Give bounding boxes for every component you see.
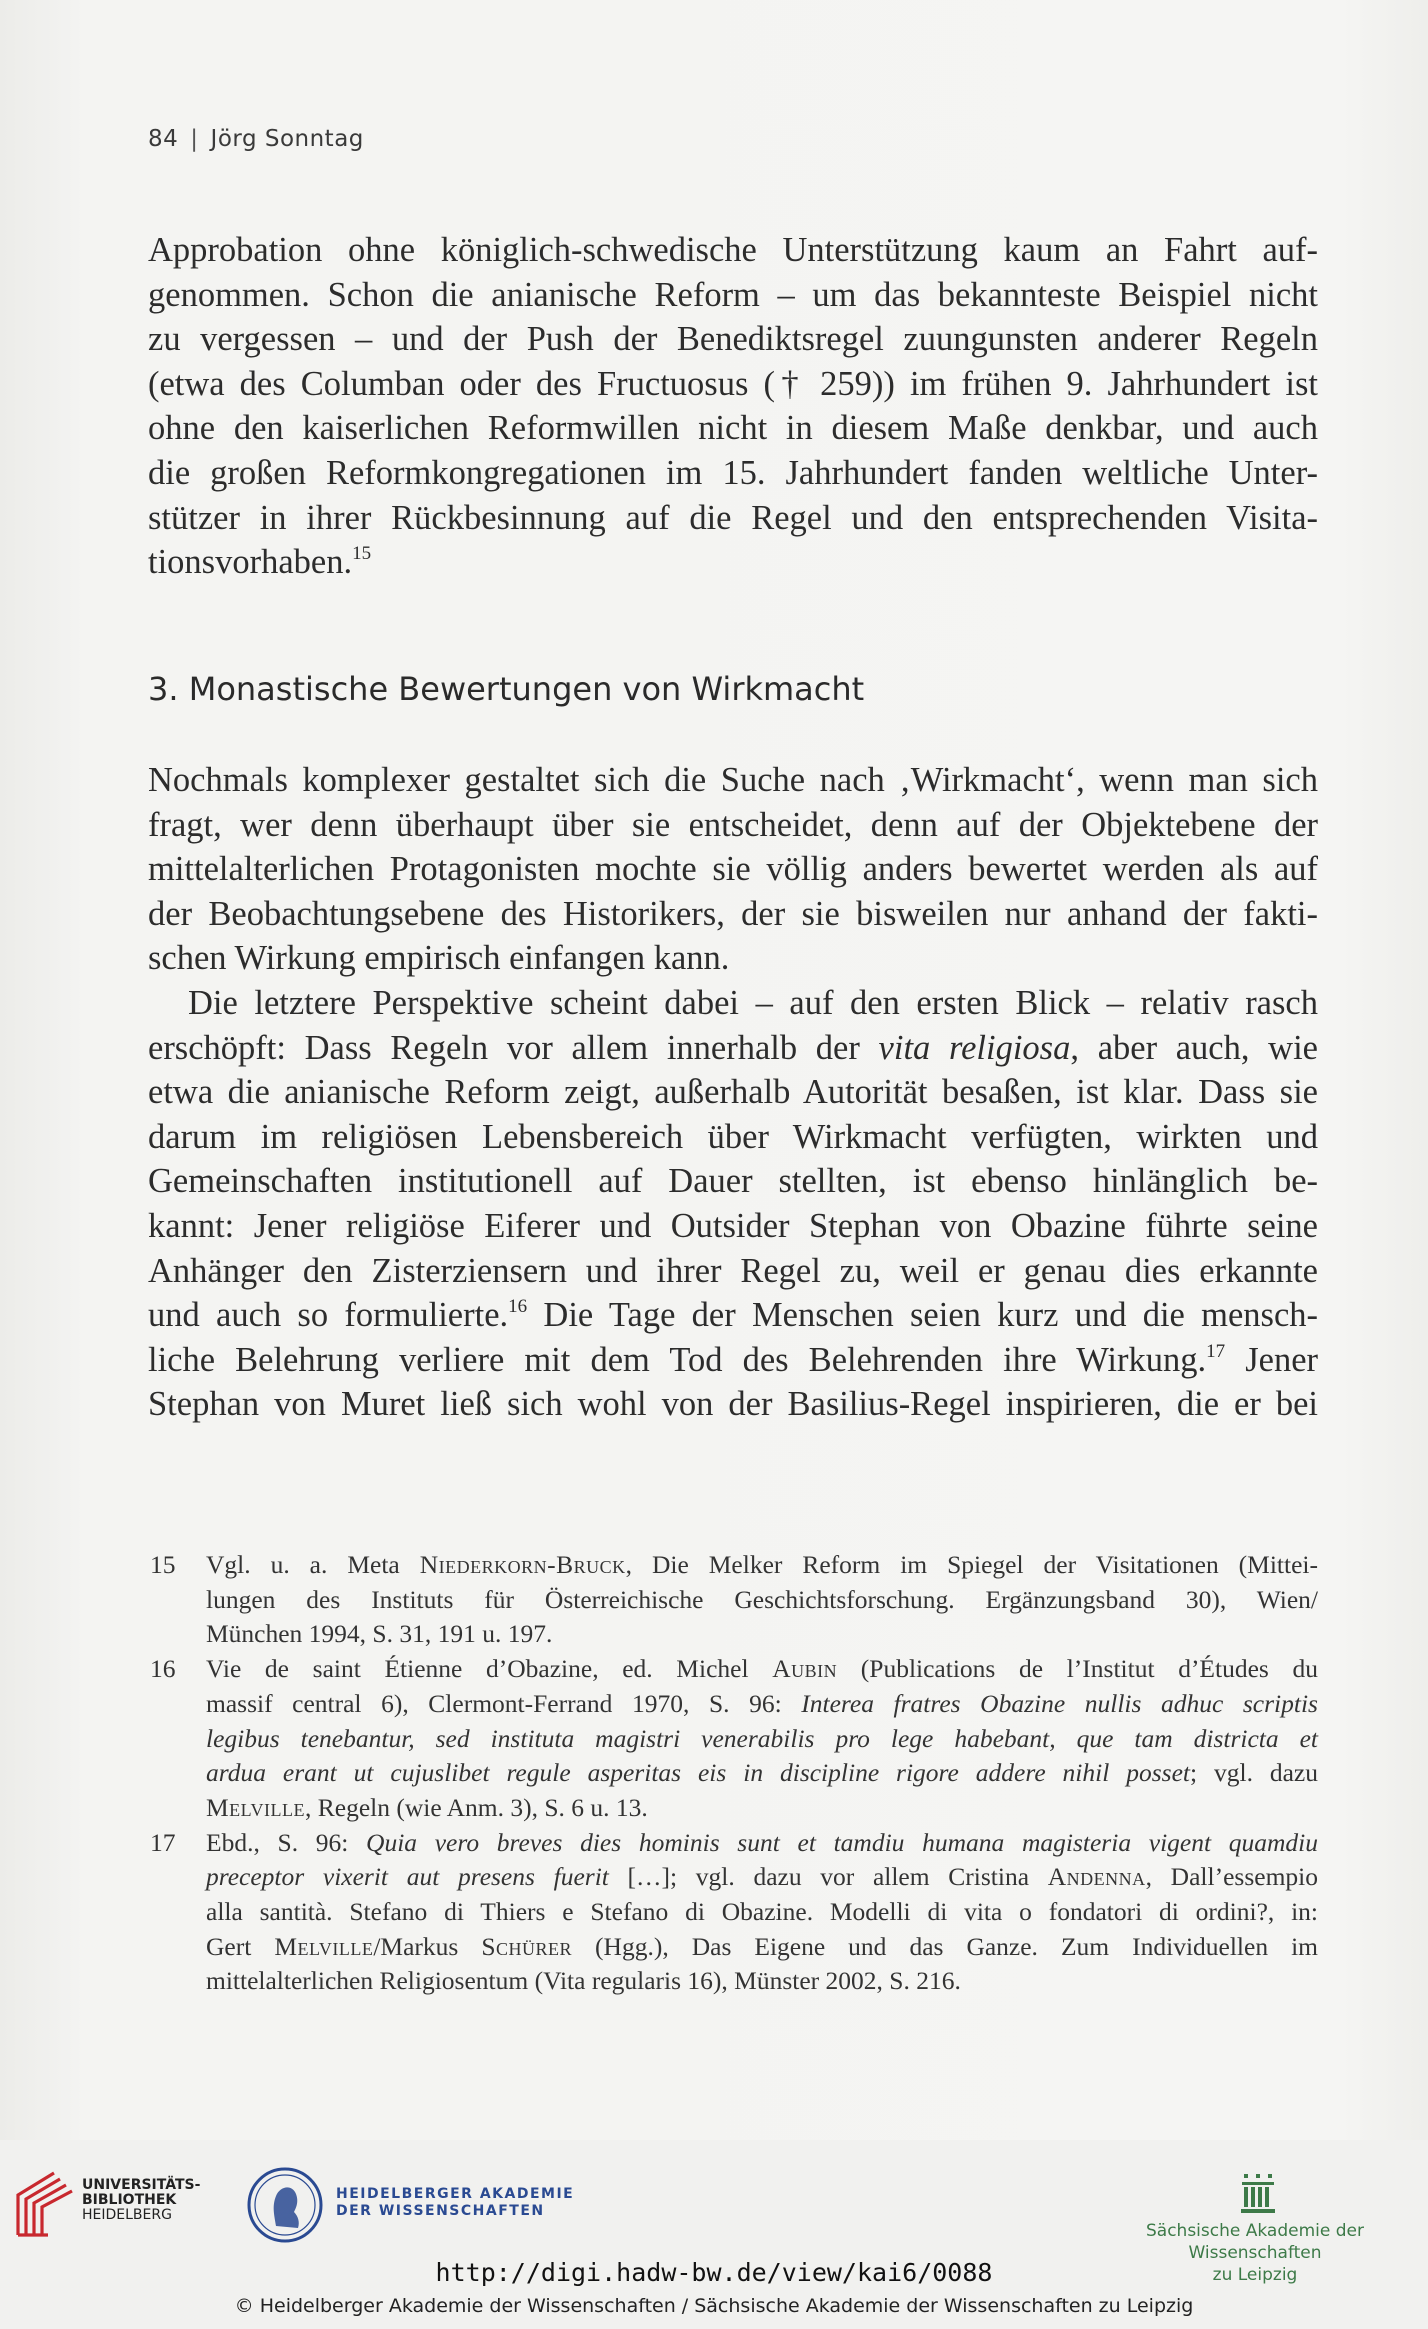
- footnotes: [148, 1548, 1318, 1999]
- text-span: , Dall’essempio: [1145, 1862, 1318, 1892]
- text-line: kannt: Jener religiöse Eiferer und Outsider Stephan von Obazine führte seine: [148, 1206, 1318, 1245]
- author-name: Melville: [206, 1792, 305, 1822]
- university-library-logo-icon[interactable]: [14, 2169, 74, 2239]
- author-name: Aubin: [772, 1654, 838, 1684]
- text-line: (etwa des Columban oder des Fructuosus († 259)) im frühen 9. Jahrhundert ist: [148, 364, 1318, 403]
- footnote-number: 17: [150, 1827, 176, 1857]
- italic-quote: Interea fratres Obazine nullis adhuc scriptis: [801, 1688, 1318, 1718]
- footnote-line: [206, 1548, 1318, 1583]
- author-name: Niederkorn-Bruck: [419, 1550, 626, 1579]
- text-line: Stephan von Muret ließ sich wohl von der Basilius-Regel inspirieren, die er bei: [148, 1385, 1318, 1424]
- author-name: Schürer: [481, 1931, 573, 1961]
- text-span: massif central 6), Clermont-Ferrand 1970, S. 96:: [206, 1688, 802, 1718]
- italic-quote: Quia vero breves dies hominis sunt et tamdiu humana magisteria vigent quamdiu: [366, 1827, 1319, 1857]
- footnote-line: [206, 1722, 1318, 1757]
- section-heading: 3. Monastische Bewertungen von Wirkmacht: [148, 670, 865, 708]
- text-line: darum im religiösen Lebensbereich über Wirkmacht verfügten, wirkten und: [148, 1117, 1318, 1156]
- text-line: Approbation ohne königlich-schwedische Unterstützung kaum an Fahrt auf-: [148, 231, 1318, 269]
- footnote-line: [206, 1791, 1318, 1826]
- text-line: die großen Reformkongregationen im 15. Jahrhundert fanden weltliche Unter-: [148, 453, 1318, 492]
- footnote-line: [206, 1930, 1318, 1965]
- text-line: [148, 1293, 1318, 1338]
- text-span: , Die Melker Reform im Spiegel der Visitationen (Mittei-: [625, 1550, 1318, 1579]
- text-line: etwa die anianische Reform zeigt, außerhalb Autorität besaßen, ist klar. Dass sie: [148, 1073, 1318, 1112]
- footnote-line: München 1994, S. 31, 191 u. 197.: [206, 1619, 553, 1649]
- text-span: tionsvorhaben.: [148, 543, 353, 582]
- text-line: Die letztere Perspektive scheint dabei – auf den ersten Blick – relativ rasch: [188, 984, 1318, 1022]
- footnote-line: [206, 1652, 1318, 1687]
- text-span: Gert: [206, 1931, 275, 1961]
- footnote-line: alla santità. Stefano di Thiers e Stefano di Obazine. Modelli di vita o fondatori di ordini?, in:: [206, 1897, 1318, 1927]
- footnote-17: [148, 1826, 1318, 2000]
- hadw-line: DER WISSENSCHAFTEN: [336, 2203, 545, 2219]
- text-line: der Beobachtungsebene des Historikers, der sie bisweilen nur anhand der fakti-: [148, 894, 1318, 933]
- academy-seal-icon[interactable]: [246, 2166, 324, 2244]
- paragraph-1: [148, 228, 1318, 585]
- copyright-notice: © Heidelberger Akademie der Wissenschaften / Sächsische Akademie der Wissenschaften zu Leipzig: [234, 2295, 1194, 2317]
- text-span: /Markus: [373, 1931, 482, 1961]
- text-span: ; vgl. dazu: [1189, 1758, 1318, 1788]
- ub-line: UNIVERSITÄTS-: [82, 2177, 201, 2193]
- text-line: zu vergessen – und der Push der Benediktsregel zuungunsten anderer Regeln: [148, 320, 1318, 359]
- text-span: Jener: [1225, 1340, 1318, 1379]
- saxon-academy-logo-icon[interactable]: [1240, 2170, 1276, 2214]
- footnote-number: 15: [150, 1550, 176, 1579]
- footnote-line: [206, 1756, 1318, 1791]
- footnote-ref-17[interactable]: 17: [1206, 1340, 1226, 1362]
- text-span: erschöpft: Dass Regeln vor allem innerhalb der: [148, 1028, 879, 1067]
- text-span: liche Belehrung verliere mit dem Tod des Belehrenden ihre Wirkung.: [148, 1340, 1207, 1379]
- running-head: [148, 126, 364, 152]
- italic-term: vita religiosa: [878, 1028, 1071, 1067]
- text-span: und auch so formulierte.: [148, 1296, 509, 1335]
- text-span: (Publications de l’Institut d’Études du: [837, 1654, 1318, 1684]
- header-separator: |: [190, 126, 199, 152]
- saw-line: zu Leipzig: [1212, 2265, 1298, 2285]
- footnote-15: [148, 1548, 1318, 1652]
- footnote-ref-15[interactable]: 15: [352, 543, 372, 565]
- footnote-line: mittelalterlichen Religiosentum (Vita regularis 16), Münster 2002, S. 216.: [206, 1966, 961, 1996]
- page-number: 84: [148, 126, 179, 152]
- author-name: Andenna: [1047, 1862, 1146, 1892]
- viewer-footer: [0, 2140, 1428, 2329]
- page-url-link[interactable]: http://digi.hadw-bw.de/view/kai6/0088: [435, 2258, 993, 2287]
- footnote-line: [206, 1860, 1318, 1895]
- text-span: Vie de saint Étienne d’Obazine, ed. Michel: [206, 1654, 773, 1684]
- text-line: stützer in ihrer Rückbesinnung auf die Regel und den entsprechenden Visita-: [148, 498, 1318, 537]
- text-span: , aber auch, wie: [1070, 1028, 1318, 1067]
- text-line: schen Wirkung empirisch einfangen kann.: [148, 939, 730, 978]
- footnote-line: [206, 1687, 1318, 1722]
- text-span: […]; vgl. dazu vor allem Cristina: [608, 1862, 1048, 1892]
- text-span: Vgl. u. a. Meta: [206, 1550, 420, 1579]
- italic-quote: legibus tenebantur, sed instituta magistri venerabilis pro lege habebant, que tam districta et: [206, 1723, 1318, 1753]
- text-line: Anhänger den Zisterziensern und ihrer Regel zu, weil er genau dies erkannte: [148, 1251, 1318, 1290]
- footnote-line: lungen des Instituts für Österreichische Geschichtsforschung. Ergänzungsband 30), Wien/: [206, 1584, 1318, 1614]
- university-library-name: [82, 2178, 200, 2223]
- footnote-line: [206, 1826, 1318, 1861]
- text-line: [148, 1026, 1318, 1071]
- heidelberg-academy-name: [336, 2186, 574, 2220]
- text-span: , Regeln (wie Anm. 3), S. 6 u. 13.: [305, 1792, 648, 1822]
- paragraph-2: [148, 758, 1318, 981]
- italic-quote: preceptor vixerit aut presens fuerit: [206, 1862, 609, 1892]
- text-line: ohne den kaiserlichen Reformwillen nicht in diesem Maße denkbar, und auch: [148, 409, 1318, 448]
- footnote-ref-16[interactable]: 16: [508, 1296, 528, 1318]
- text-line: Gemeinschaften institutionell auf Dauer stellten, ist ebenso hinlänglich be-: [148, 1162, 1318, 1201]
- saw-line: Sächsische Akademie der Wissenschaften: [1146, 2221, 1364, 2263]
- text-line: genommen. Schon die anianische Reform – um das bekannteste Beispiel nicht: [148, 275, 1318, 314]
- text-span: (Hgg.), Das Eigene und das Ganze. Zum Individuellen im: [572, 1931, 1319, 1961]
- author-name: Melville: [274, 1931, 374, 1961]
- hadw-line: HEIDELBERGER AKADEMIE: [336, 2186, 575, 2202]
- footnote-16: [148, 1652, 1318, 1826]
- text-line: fragt, wer denn überhaupt über sie entscheidet, denn auf der Objektebene der: [148, 805, 1318, 844]
- text-line: mittelalterlichen Protagonisten mochte sie völlig anders bewertet werden als auf: [148, 850, 1318, 889]
- text-span: Die Tage der Menschen seien kurz und die mensch-: [527, 1296, 1318, 1335]
- text-line: Nochmals komplexer gestaltet sich die Suche nach ‚Wirkmacht‘, wenn man sich: [148, 761, 1318, 799]
- author-name: Jörg Sonntag: [210, 126, 364, 152]
- text-line: [148, 540, 1318, 585]
- text-span: Ebd., S. 96:: [206, 1827, 367, 1857]
- footnote-number: 16: [150, 1654, 176, 1684]
- italic-quote: ardua erant ut cujuslibet regule asperitas eis in discipline rigore addere nihil posset: [206, 1758, 1190, 1788]
- ub-line: HEIDELBERG: [82, 2207, 172, 2223]
- ub-line: BIBLIOTHEK: [82, 2192, 177, 2208]
- paragraph-3: [148, 981, 1318, 1427]
- text-line: [148, 1338, 1318, 1383]
